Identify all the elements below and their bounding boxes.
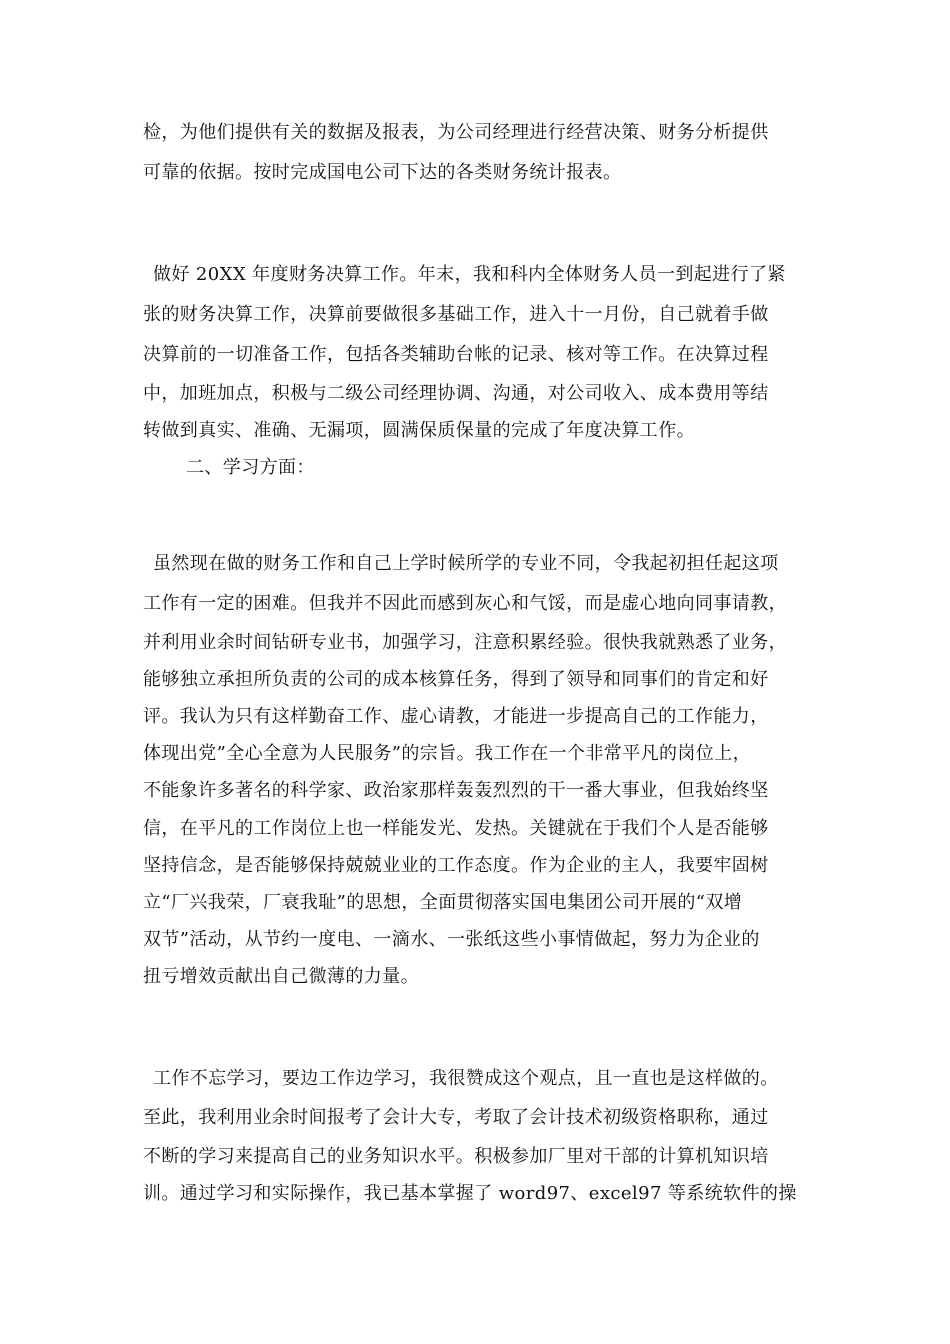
paragraph-line: 至此，我利用业余时间报考了会计大专，考取了会计技术初级资格职称，通过	[143, 1107, 769, 1128]
paragraph-line: 可靠的依据。按时完成国电公司下达的各类财务统计报表。	[143, 162, 622, 183]
paragraph-line: 能够独立承担所负责的公司的成本核算任务，得到了领导和同事们的肯定和好	[143, 669, 769, 690]
paragraph-line: 扭亏增效贡献出自己微薄的力量。	[143, 966, 419, 987]
paragraph-line: 中，加班加点，积极与二级公司经理协调、沟通，对公司收入、成本费用等结	[143, 383, 769, 404]
paragraph-line: 做好 20XX 年度财务决算工作。年末，我和科内全体财务人员一到起进行了紧	[153, 264, 786, 285]
paragraph-line: 训。通过学习和实际操作，我已基本掌握了 word97、excel97 等系统软件的操	[143, 1183, 797, 1204]
paragraph-line: 体现出党”全心全意为人民服务”的宗旨。我工作在一个非常平凡的岗位上，	[143, 743, 752, 764]
paragraph-line: 信，在平凡的工作岗位上也一样能发光、发热。关键就在于我们个人是否能够	[143, 818, 769, 839]
paragraph-line: 评。我认为只有这样勤奋工作、虚心请教，才能进一步提高自己的工作能力，	[143, 706, 769, 727]
section-heading: 二、学习方面：	[186, 457, 315, 478]
paragraph-line: 张的财务决算工作，决算前要做很多基础工作，进入十一月份，自己就着手做	[143, 304, 769, 325]
paragraph-line: 并利用业余时间钻研专业书，加强学习，注意积累经验。很快我就熟悉了业务，	[143, 632, 787, 653]
paragraph-line: 虽然现在做的财务工作和自己上学时候所学的专业不同，令我起初担任起这项	[153, 553, 779, 574]
paragraph-line: 工作不忘学习，要边工作边学习，我很赞成这个观点，且一直也是这样做的。	[153, 1068, 779, 1089]
paragraph-line: 工作有一定的困难。但我并不因此而感到灰心和气馁，而是虚心地向同事请教，	[143, 593, 787, 614]
paragraph-line: 检，为他们提供有关的数据及报表，为公司经理进行经营决策、财务分析提供	[143, 122, 769, 143]
paragraph-line: 双节”活动，从节约一度电、一滴水、一张纸这些小事情做起，努力为企业的	[143, 929, 760, 950]
paragraph-line: 不能象许多著名的科学家、政治家那样轰轰烈烈的干一番大事业，但我始终坚	[143, 780, 769, 801]
paragraph-line: 决算前的一切准备工作，包括各类辅助台帐的记录、核对等工作。在决算过程	[143, 344, 769, 365]
paragraph-line: 立“厂兴我荣，厂衰我耻”的思想，全面贯彻落实国电集团公司开展的“双增	[143, 892, 743, 913]
paragraph-line: 坚持信念，是否能够保持兢兢业业的工作态度。作为企业的主人，我要牢固树	[143, 855, 769, 876]
paragraph-line: 转做到真实、准确、无漏项，圆满保质保量的完成了年度决算工作。	[143, 420, 695, 441]
paragraph-line: 不断的学习来提高自己的业务知识水平。积极参加厂里对干部的计算机知识培	[143, 1146, 769, 1167]
